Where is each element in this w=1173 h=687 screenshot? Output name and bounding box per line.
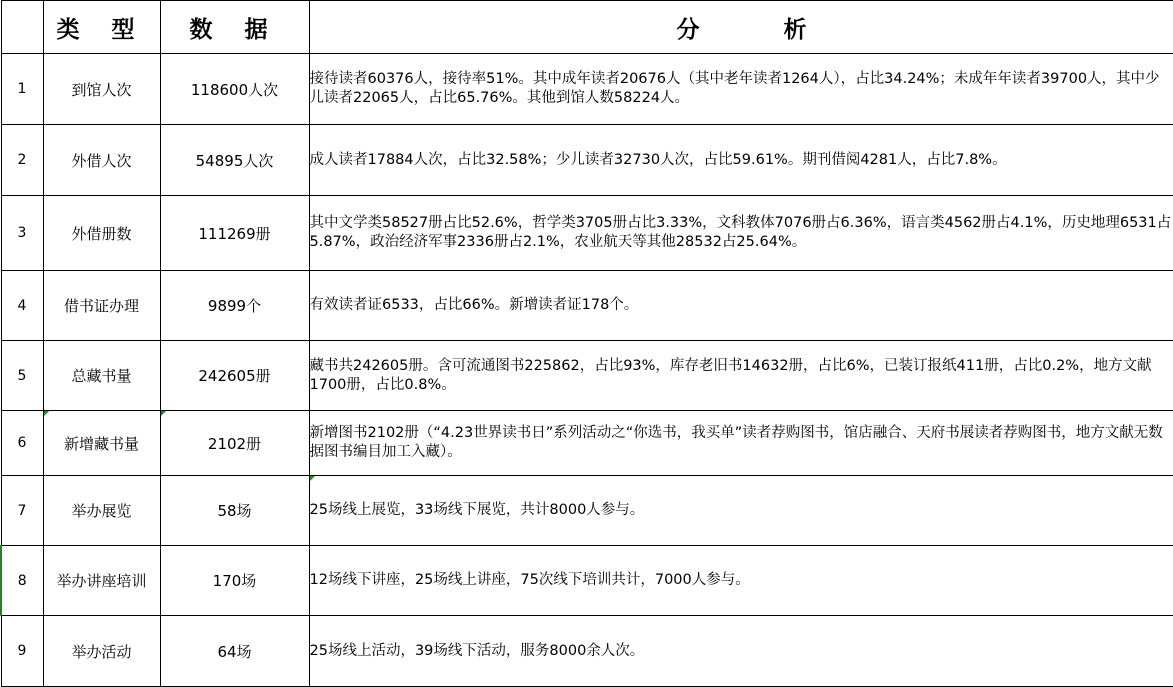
type-cell[interactable]: 新增藏书量 xyxy=(43,411,160,476)
type-cell[interactable]: 外借人次 xyxy=(43,125,160,196)
data-cell[interactable]: 2102册 xyxy=(160,411,309,476)
analysis-cell[interactable]: 25场线上展览，33场线下展览，共计8000人参与。 xyxy=(309,476,1173,546)
header-data-cell[interactable]: 数 据 xyxy=(160,1,309,54)
header-analysis-left: 分 xyxy=(676,15,700,43)
data-cell[interactable]: 118600人次 xyxy=(160,54,309,125)
type-cell[interactable]: 举办活动 xyxy=(43,616,160,687)
analysis-cell[interactable]: 有效读者证6533，占比66%。新增读者证178个。 xyxy=(309,271,1173,341)
analysis-cell[interactable]: 接待读者60376人，接待率51%。其中成年读者20676人（其中老年读者1264人），占比34.24%；未成年年读者39700人，其中少儿读者22065人，占比65.76%。其他到馆人数58224人。 xyxy=(309,54,1173,125)
header-num-cell[interactable] xyxy=(1,1,43,54)
header-analysis-right: 析 xyxy=(783,15,807,43)
data-cell[interactable]: 54895人次 xyxy=(160,125,309,196)
table-row xyxy=(1,411,1173,476)
row-number-cell[interactable]: 6 xyxy=(1,411,43,476)
row-number-cell[interactable]: 9 xyxy=(1,616,43,687)
table-row xyxy=(1,54,1173,125)
header-row xyxy=(1,1,1173,54)
data-cell[interactable]: 242605册 xyxy=(160,341,309,411)
analysis-cell[interactable]: 12场线下讲座，25场线上讲座，75次线下培训共计，7000人参与。 xyxy=(309,546,1173,616)
data-cell[interactable]: 64场 xyxy=(160,616,309,687)
table-row xyxy=(1,476,1173,546)
type-cell[interactable]: 举办展览 xyxy=(43,476,160,546)
analysis-cell[interactable]: 25场线上活动，39场线下活动，服务8000余人次。 xyxy=(309,616,1173,687)
table-row xyxy=(1,271,1173,341)
table-row xyxy=(1,196,1173,271)
data-cell[interactable]: 170场 xyxy=(160,546,309,616)
analysis-cell[interactable]: 成人读者17884人次，占比32.58%；少儿读者32730人次，占比59.61%。期刊借阅4281人，占比7.8%。 xyxy=(309,125,1173,196)
header-type-cell[interactable]: 类 型 xyxy=(43,1,160,54)
data-cell[interactable]: 111269册 xyxy=(160,196,309,271)
type-cell[interactable]: 总藏书量 xyxy=(43,341,160,411)
row-number-cell[interactable]: 3 xyxy=(1,196,43,271)
table-row xyxy=(1,125,1173,196)
row-number-cell[interactable]: 7 xyxy=(1,476,43,546)
data-cell[interactable]: 58场 xyxy=(160,476,309,546)
analysis-cell[interactable]: 藏书共242605册。含可流通图书225862，占比93%，库存老旧书14632册，占比6%，已装订报纸411册，占比0.2%，地方文献1700册，占比0.8%。 xyxy=(309,341,1173,411)
data-cell[interactable]: 9899个 xyxy=(160,271,309,341)
row-number-cell[interactable]: 1 xyxy=(1,54,43,125)
table-row xyxy=(1,546,1173,616)
analysis-cell[interactable]: 其中文学类58527册占比52.6%，哲学类3705册占比3.33%，文科教体7076册占6.36%，语言类4562册占4.1%，历史地理6531占5.87%，政治经济军事2336册占2.1%，农业航天等其他28532占25.64%。 xyxy=(309,196,1173,271)
table-row xyxy=(1,341,1173,411)
row-number-cell[interactable]: 4 xyxy=(1,271,43,341)
analysis-cell[interactable]: 新增图书2102册（“4.23世界读书日”系列活动之“你选书，我买单”读者荐购图书，馆店融合、天府书展读者荐购图书，地方文献无数据图书编目加工入藏）。 xyxy=(309,411,1173,476)
row-number-cell[interactable]: 2 xyxy=(1,125,43,196)
row-number-cell[interactable]: 8 xyxy=(1,546,43,616)
header-analysis-cell[interactable] xyxy=(309,1,1173,54)
type-cell[interactable]: 到馆人次 xyxy=(43,54,160,125)
type-cell[interactable]: 借书证办理 xyxy=(43,271,160,341)
row-number-cell[interactable]: 5 xyxy=(1,341,43,411)
table-row xyxy=(1,616,1173,687)
type-cell[interactable]: 外借册数 xyxy=(43,196,160,271)
type-cell[interactable]: 举办讲座培训 xyxy=(43,546,160,616)
